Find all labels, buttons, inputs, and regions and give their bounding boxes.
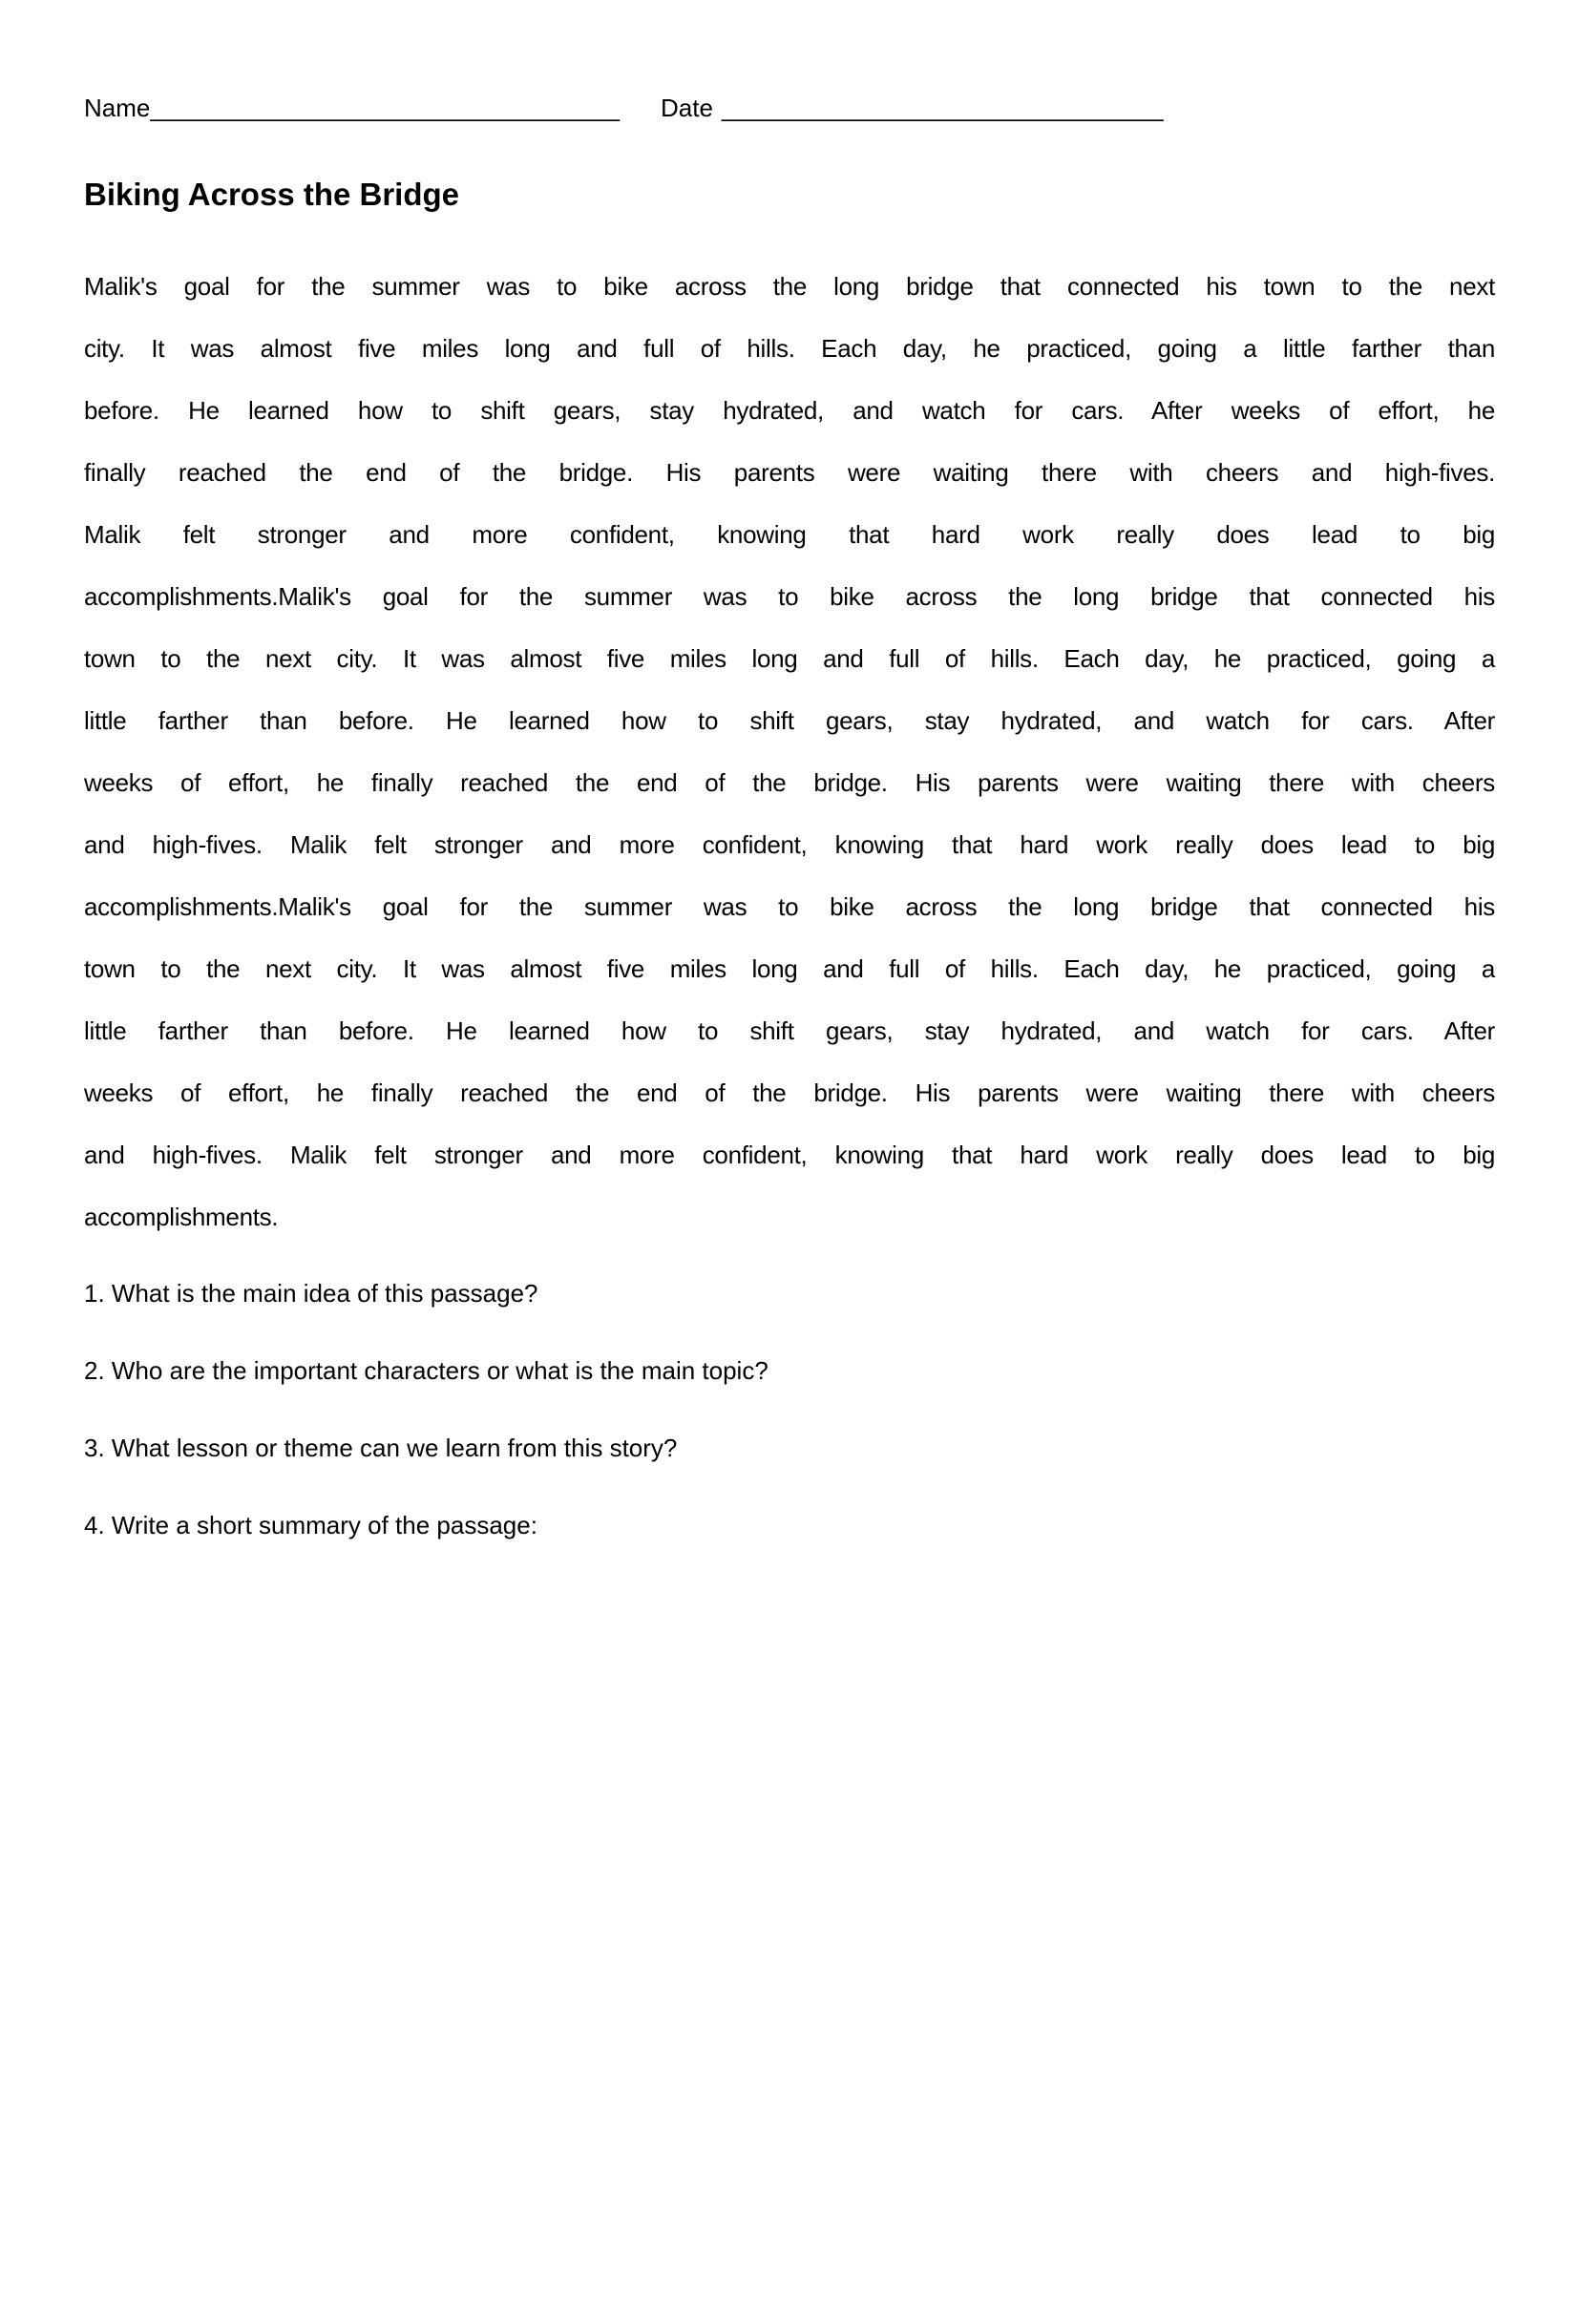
date-blank-line: ________________________________ (721, 94, 1164, 122)
passage-line: weeks of effort, he finally reached the end of the bridge. His parents were waiting there with cheers (84, 768, 1495, 797)
passage-line: town to the next city. It was almost five miles long and full of hills. Each day, he practiced, going a (84, 644, 1495, 673)
questions-list (84, 1277, 1495, 1541)
reading-passage (84, 256, 1495, 1248)
passage-line: accomplishments.Malik's goal for the summer was to bike across the long bridge that connected his (84, 892, 1495, 921)
question-item: 3. What lesson or theme can we learn from this story? (84, 1434, 678, 1462)
name-field (84, 92, 620, 124)
worksheet-title: Biking Across the Bridge (84, 177, 460, 212)
question-item: 2. Who are the important characters or what is the main topic? (84, 1356, 768, 1385)
question-item: 4. Write a short summary of the passage: (84, 1511, 537, 1539)
passage-line: weeks of effort, he finally reached the end of the bridge. His parents were waiting there with cheers (84, 1078, 1495, 1107)
date-field (661, 92, 1164, 124)
passage-line: before. He learned how to shift gears, stay hydrated, and watch for cars. After weeks of effort, he (84, 396, 1495, 425)
passage-line: little farther than before. He learned how to shift gears, stay hydrated, and watch for cars. After (84, 1016, 1495, 1045)
passage-line: finally reached the end of the bridge. His parents were waiting there with cheers and high-fives. (84, 458, 1495, 487)
passage-line: little farther than before. He learned how to shift gears, stay hydrated, and watch for cars. After (84, 706, 1495, 735)
passage-line: town to the next city. It was almost five miles long and full of hills. Each day, he practiced, going a (84, 954, 1495, 983)
name-label: Name (84, 94, 151, 122)
passage-line: accomplishments.Malik's goal for the summer was to bike across the long bridge that connected his (84, 582, 1495, 611)
worksheet-page (0, 92, 1579, 2324)
passage-line: and high-fives. Malik felt stronger and more confident, knowing that hard work really does lead to big (84, 1141, 1495, 1169)
passage-line: Malik's goal for the summer was to bike across the long bridge that connected his town to the next (84, 272, 1495, 301)
name-blank-line: __________________________________ (150, 94, 620, 122)
date-label: Date (661, 94, 713, 122)
name-date-row (84, 92, 1495, 124)
passage-line: city. It was almost five miles long and full of hills. Each day, he practiced, going a little farther than (84, 334, 1495, 363)
passage-line: accomplishments. (84, 1203, 279, 1231)
passage-line: and high-fives. Malik felt stronger and more confident, knowing that hard work really does lead to big (84, 830, 1495, 859)
passage-line: Malik felt stronger and more confident, knowing that hard work really does lead to big (84, 520, 1495, 549)
question-item: 1. What is the main idea of this passage? (84, 1279, 538, 1308)
